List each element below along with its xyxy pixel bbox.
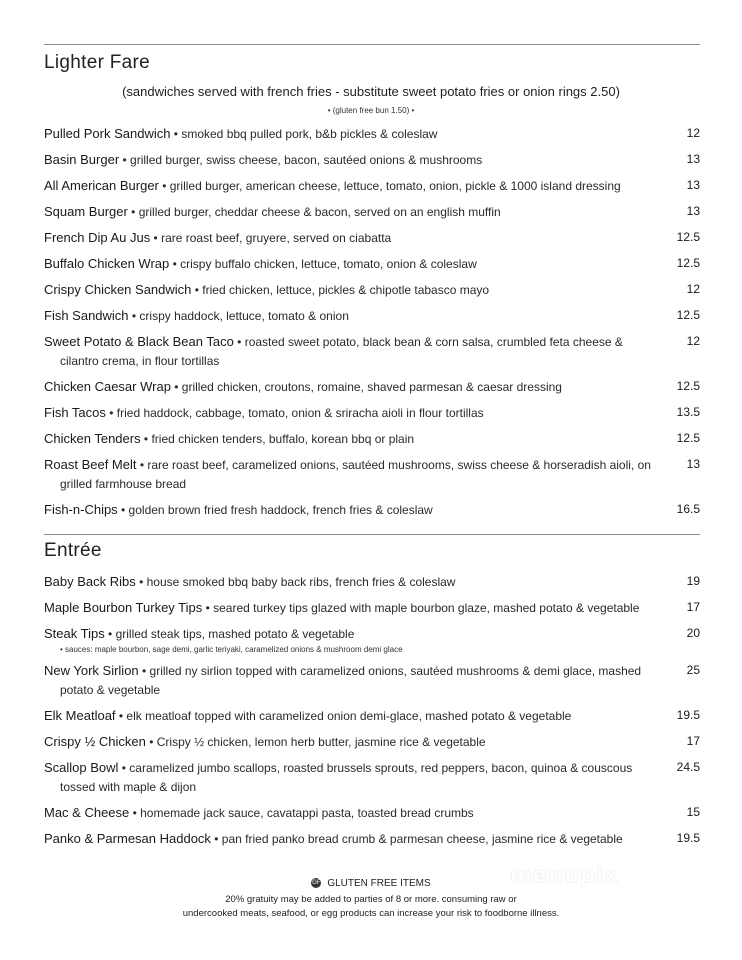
menupix-watermark: menupix [510,863,619,887]
section-divider-lighter-fare [44,44,700,45]
menu-item-price: 12.5 [676,379,700,393]
menu-item [44,661,700,700]
menu-item-name: Fish-n-Chips [44,502,118,517]
menu-item-line [44,455,656,475]
menu-item-line [44,706,656,726]
menu-item-line [44,150,656,170]
menu-item-price: 16.5 [676,502,700,516]
menu-item-name: All American Burger [44,178,159,193]
menu-item-price: 20 [686,626,700,640]
menu-item-line [44,803,656,823]
menu-item-price: 15 [686,805,700,819]
menu-item-line [44,176,656,196]
menu-item-description: • caramelized jumbo scallops, roasted brussels sprouts, red peppers, bacon, quinoa & couscous [118,761,633,775]
menu-item-name: Maple Bourbon Turkey Tips [44,600,203,615]
menu-item-description: • elk meatloaf topped with caramelized onion demi-glace, mashed potato & vegetable [115,709,572,723]
menu-item-description: • seared turkey tips glazed with maple bourbon glaze, mashed potato & vegetable [202,601,640,615]
menu-item-price: 19.5 [676,831,700,845]
menu-item-description: • grilled chicken, croutons, romaine, shaved parmesan & caesar dressing [170,380,562,394]
menu-item-name: Scallop Bowl [44,760,119,775]
menu-item-price: 12 [686,282,700,296]
menu-item-name: Chicken Caesar Wrap [44,379,171,394]
gluten-free-legend [0,878,742,889]
gluten-free-label: GLUTEN FREE ITEMS [327,878,431,889]
menu-item-name: Crispy ½ Chicken [44,734,146,749]
menu-item-price: 12 [686,126,700,140]
menu-item-line [44,572,656,592]
menu-item-line [44,624,656,644]
menu-item [44,228,700,248]
menu-item-price: 17 [686,734,700,748]
menu-item [44,332,700,371]
menu-item-description: • Crispy ½ chicken, lemon herb butter, jasmine rice & vegetable [145,735,486,749]
menu-item-price: 12.5 [676,230,700,244]
menu-item-description: • grilled ny sirlion topped with caramelized onions, sautéed mushrooms & demi glace, mashed [138,664,642,678]
menu-item-description: • crispy buffalo chicken, lettuce, tomato, onion & coleslaw [169,257,477,271]
gluten-free-icon: GF [312,880,321,887]
menu-item-line [44,124,656,144]
food-safety-note: undercooked meats, seafood, or egg products can increase your risk to foodborne illness. [182,908,560,919]
menu-item-line [44,306,656,326]
menu-item-description-cont: tossed with maple & dijon [60,780,197,794]
menu-item-price: 12 [686,334,700,348]
menu-item-name: Sweet Potato & Black Bean Taco [44,334,234,349]
menu-item-description: • grilled burger, american cheese, lettuce, tomato, onion, pickle & 1000 island dressing [158,179,621,193]
menu-item [44,150,700,170]
menu-item [44,202,700,222]
menu-item [44,758,700,797]
menu-item-name: Elk Meatloaf [44,708,116,723]
menu-item-description: • rare roast beef, gruyere, served on ciabatta [150,231,392,245]
menu-item [44,732,700,752]
menu-item-line [44,403,656,423]
section-title-lighter-fare: Lighter Fare [44,52,151,73]
menu-item-price: 12.5 [676,256,700,270]
lighter-fare-list [44,124,700,526]
menu-item-price: 12.5 [676,308,700,322]
menu-item-name: Crispy Chicken Sandwich [44,282,192,297]
menu-item [44,455,700,494]
menu-item-description: • roasted sweet potato, black bean & corn salsa, crumbled feta cheese & [233,335,623,349]
menu-item [44,500,700,520]
menu-item-description: • crispy haddock, lettuce, tomato & onion [128,309,349,323]
menu-item-name: Fish Sandwich [44,308,129,323]
menu-item-description: • rare roast beef, caramelized onions, sautéed mushrooms, swiss cheese & horseradish aioli, on [136,458,651,472]
menu-item-line [44,758,656,778]
section-divider-entree [44,534,700,535]
menu-item-name: Mac & Cheese [44,805,130,820]
menu-item-name: Baby Back Ribs [44,574,136,589]
menu-item-price: 19.5 [676,708,700,722]
menu-item-line [44,202,656,222]
menu-item-name: Buffalo Chicken Wrap [44,256,170,271]
menu-item-price: 17 [686,600,700,614]
menu-item-name: Squam Burger [44,204,128,219]
menu-item-price: 13 [686,178,700,192]
section-title-entree: Entrée [44,540,102,561]
menu-item-description-cont: potato & vegetable [60,683,161,697]
menu-item [44,254,700,274]
menu-item-line [44,429,656,449]
menu-item-name: Chicken Tenders [44,431,141,446]
menu-item [44,306,700,326]
entree-list [44,572,700,855]
menu-item [44,803,700,823]
menu-item-description-cont: grilled farmhouse bread [60,477,187,491]
menu-item [44,598,700,618]
menu-item-price: 13.5 [676,405,700,419]
menu-item-name: French Dip Au Jus [44,230,151,245]
menu-item-name: Basin Burger [44,152,120,167]
menu-item-name: Fish Tacos [44,405,106,420]
menu-item-description: • house smoked bbq baby back ribs, french fries & coleslaw [135,575,456,589]
gluten-free-bun-note: • (gluten free bun 1.50) • [327,106,415,115]
menu-item-description: • grilled steak tips, mashed potato & vegetable [104,627,355,641]
menu-item-description: • fried chicken tenders, buffalo, korean bbq or plain [140,432,415,446]
menu-item [44,706,700,726]
menu-item-line [44,661,656,681]
menu-item-line [44,377,656,397]
menu-item-name: New York Sirlion [44,663,139,678]
menu-item [44,429,700,449]
menu-item-description: • grilled burger, cheddar cheese & bacon, served on an english muffin [127,205,501,219]
menu-item-price: 12.5 [676,431,700,445]
lighter-fare-subtitle: (sandwiches served with french fries - substitute sweet potato fries or onion rings 2.50) [122,84,620,99]
menu-item [44,176,700,196]
menu-item-price: 13 [686,457,700,471]
menu-item-price: 24.5 [676,760,700,774]
menu-item [44,124,700,144]
menu-item-description-cont: cilantro crema, in flour tortillas [60,354,220,368]
menu-item-line [44,500,656,520]
menu-item [44,403,700,423]
menu-item-description: • fried chicken, lettuce, pickles & chipotle tabasco mayo [191,283,490,297]
menu-item-price: 13 [686,152,700,166]
menu-item-name: Roast Beef Melt [44,457,137,472]
menu-item-description: • grilled burger, swiss cheese, bacon, sautéed onions & mushrooms [119,153,483,167]
menu-item-line [44,228,656,248]
gratuity-note: 20% gratuity may be added to parties of 8 or more. consuming raw or [225,894,517,905]
menu-item-line [44,732,656,752]
menu-item [44,377,700,397]
menu-item-name: Panko & Parmesan Haddock [44,831,211,846]
menu-item-description: • pan fried panko bread crumb & parmesan cheese, jasmine rice & vegetable [210,832,623,846]
menu-item [44,280,700,300]
menu-item-description: • golden brown fried fresh haddock, french fries & coleslaw [117,503,433,517]
menu-item-description: • fried haddock, cabbage, tomato, onion & sriracha aioli in flour tortillas [105,406,484,420]
menu-item-line [44,598,656,618]
menu-item [44,572,700,592]
menu-item-line [44,254,656,274]
menu-item-description: • smoked bbq pulled pork, b&b pickles & coleslaw [170,127,438,141]
menu-item-name: Pulled Pork Sandwich [44,126,171,141]
menu-item-line [44,280,656,300]
menu-item-description: • homemade jack sauce, cavatappi pasta, toasted bread crumbs [129,806,474,820]
menu-item-price: 13 [686,204,700,218]
menu-item-price: 19 [686,574,700,588]
menu-item [44,829,700,849]
menu-item-name: Steak Tips [44,626,105,641]
menu-item [44,624,700,655]
menu-item-line [44,829,656,849]
menu-item-sauce-options: • sauces: maple bourbon, sage demi, garlic teriyaki, caramelized onions & mushroom demi glace [60,645,403,654]
menu-item-line [44,332,656,352]
menu-item-price: 25 [686,663,700,677]
